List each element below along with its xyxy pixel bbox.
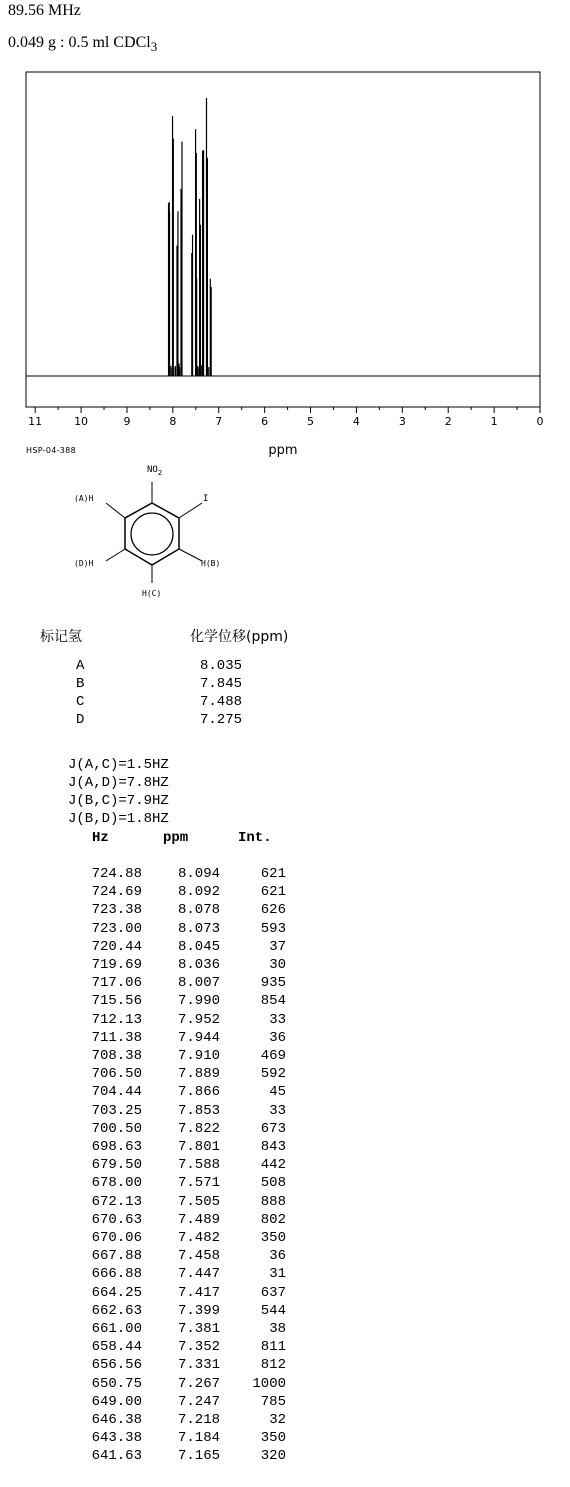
peak-hz: 670.06 (91, 1230, 142, 1246)
peak-int: 442 (260, 1157, 286, 1174)
peak-table-row (0, 1448, 300, 1467)
peak-hz: 723.00 (91, 920, 142, 937)
peak-table-row (0, 1048, 300, 1067)
shift-table-header-shift: 化学位移(ppm) (190, 629, 289, 645)
peak-ppm: 7.505 (177, 1193, 220, 1210)
hydrogen-label-b: H(B) (201, 559, 221, 568)
peak-table-row (0, 993, 300, 1012)
x-tick-label: 11 (28, 415, 43, 428)
peak-table-row (0, 1357, 300, 1376)
peak-hz: 711.38 (91, 1029, 142, 1046)
sample-concentration (8, 34, 157, 52)
hydrogen-label-c: H(C) (142, 589, 162, 598)
peak-int: 673 (260, 1120, 286, 1137)
substituent-no2: $NO_2$ (147, 465, 163, 477)
peak-table-row (0, 1103, 300, 1122)
peak-table-row (0, 866, 300, 885)
peak-ppm: 7.447 (177, 1266, 220, 1283)
peak-int: 32 (269, 1412, 286, 1428)
peak-ppm: 7.417 (177, 1284, 220, 1301)
peak-table-row (0, 1066, 300, 1085)
peak-int: 854 (260, 993, 286, 1010)
peak-hz: 723.38 (91, 902, 142, 919)
peak-int: 350 (260, 1430, 286, 1447)
peak-table-row (0, 1285, 300, 1304)
peak-int: 637 (260, 1284, 286, 1301)
peak-ppm: 7.571 (177, 1175, 220, 1192)
peak-ppm: 8.036 (177, 957, 220, 973)
peak-hz: 661.00 (91, 1321, 142, 1337)
x-tick-label: 2 (444, 415, 452, 428)
x-tick-label: 8 (169, 415, 177, 428)
peak-ppm: 7.247 (177, 1393, 220, 1410)
peak-int: 30 (269, 957, 286, 973)
peak-hz: 704.44 (91, 1084, 142, 1101)
bond-hd (106, 549, 125, 561)
shift-label-b: B (76, 676, 85, 692)
peak-table-row (0, 902, 300, 921)
peak-int: 593 (260, 920, 286, 937)
peak-ppm: 8.078 (177, 902, 220, 919)
peak-hz: 724.69 (91, 884, 142, 901)
peak-hz: 664.25 (91, 1284, 142, 1301)
peak-ppm: 7.952 (177, 1011, 220, 1028)
peak-int: 626 (260, 902, 286, 919)
peak-int: 621 (260, 884, 286, 901)
hydrogen-label-d: (D)H (74, 559, 94, 568)
peak-ppm: 7.822 (177, 1120, 220, 1137)
peak-hz: 717.06 (91, 975, 142, 992)
peak-int: 36 (269, 1029, 286, 1046)
aromatic-circle (131, 513, 173, 555)
peak-table-row (0, 884, 300, 903)
peak-ppm: 7.853 (177, 1102, 220, 1119)
molecule-structure (60, 455, 260, 605)
peak-ppm: 7.866 (177, 1084, 220, 1101)
peak-ppm: 7.184 (177, 1430, 220, 1447)
peak-int: 320 (260, 1448, 286, 1465)
peak-int: 811 (260, 1339, 286, 1356)
peak-hz: 641.63 (91, 1448, 142, 1465)
substituent-iodine: I (203, 494, 209, 504)
peak-ppm: 7.352 (177, 1339, 220, 1356)
peak-ppm: 7.889 (177, 1066, 220, 1083)
peak-int: 935 (260, 975, 286, 992)
peak-ppm: 7.399 (177, 1302, 220, 1319)
peak-hz: 700.50 (91, 1120, 142, 1137)
peak-ppm: 7.482 (177, 1230, 220, 1246)
peak-hz: 643.38 (91, 1430, 142, 1447)
peak-ppm: 7.588 (177, 1157, 220, 1174)
spectrum-code: HSP-04-388 (26, 446, 76, 455)
peak-int: 812 (260, 1357, 286, 1374)
peak-hz: 703.25 (91, 1102, 142, 1119)
sample-subscript: 3 (150, 39, 158, 54)
shift-value-c: 7.488 (200, 694, 243, 710)
peak-hz: 724.88 (91, 866, 142, 882)
peak-table-row (0, 1230, 300, 1249)
peak-ppm: 7.458 (177, 1248, 220, 1265)
x-tick-label: 7 (215, 415, 223, 428)
peak-ppm: 7.267 (177, 1375, 220, 1392)
peak-hz: 698.63 (91, 1139, 142, 1155)
peak-int: 544 (260, 1302, 286, 1319)
nmr-spectrum-chart (0, 60, 570, 460)
spectrum-peaks (169, 98, 212, 376)
peak-int: 888 (260, 1193, 286, 1210)
peak-ppm: 7.218 (177, 1412, 220, 1428)
bond-hb (179, 549, 202, 561)
peak-int: 508 (260, 1175, 286, 1192)
shift-label-d: D (76, 712, 85, 728)
peak-int: 592 (260, 1066, 286, 1083)
peak-ppm: 8.092 (177, 884, 220, 901)
peak-hz: 656.56 (91, 1357, 142, 1374)
peak-int: 45 (269, 1084, 286, 1101)
peak-table-row (0, 1266, 300, 1285)
shift-table-header-label: 标记氢 (40, 629, 82, 645)
shift-label-c: C (76, 694, 85, 710)
peak-hz: 666.88 (91, 1266, 142, 1283)
peak-hz: 658.44 (91, 1339, 142, 1356)
x-tick-label: 5 (307, 415, 315, 428)
peak-hz: 649.00 (91, 1393, 142, 1410)
peak-int: 31 (269, 1266, 286, 1283)
peak-ppm: 8.045 (177, 938, 220, 955)
peak-int: 36 (269, 1248, 286, 1265)
peak-hz: 706.50 (91, 1066, 142, 1083)
peak-int: 38 (269, 1321, 286, 1337)
peak-table-row (0, 957, 300, 976)
x-tick-label: 9 (123, 415, 131, 428)
peak-table-row (0, 1321, 300, 1340)
peak-table-row (0, 1303, 300, 1322)
peak-ppm: 7.165 (177, 1448, 220, 1465)
peak-int: 621 (260, 866, 286, 882)
peak-table-row (0, 1376, 300, 1395)
peak-table-row (0, 921, 300, 940)
peak-ppm: 7.990 (177, 993, 220, 1010)
peak-table-row (0, 939, 300, 958)
benzene-ring (125, 503, 179, 565)
peak-hz: 712.13 (91, 1011, 142, 1028)
peak-ppm: 8.094 (177, 866, 220, 882)
shift-label-a: A (76, 658, 85, 674)
coupling-ad: J(A,D)=7.8HZ (68, 775, 169, 791)
peak-int: 350 (260, 1230, 286, 1246)
x-tick-label: 10 (74, 415, 89, 428)
peak-table-row (0, 1030, 300, 1049)
peak-hz: 679.50 (91, 1157, 142, 1174)
peak-table-row (0, 1394, 300, 1413)
shift-value-a: 8.035 (200, 658, 243, 674)
peak-table-row (0, 1194, 300, 1213)
peak-ppm: 7.944 (177, 1029, 220, 1046)
peak-ppm: 7.331 (177, 1357, 220, 1374)
shift-value-d: 7.275 (200, 712, 243, 728)
peak-header-int: Int. (238, 830, 272, 846)
peak-ppm: 7.489 (177, 1211, 220, 1228)
peak-ppm: 7.910 (177, 1048, 220, 1064)
x-tick-label: 1 (490, 415, 498, 428)
bond-i (179, 503, 202, 518)
peak-table-row (0, 1084, 300, 1103)
peak-int: 785 (260, 1393, 286, 1410)
peak-hz: 646.38 (91, 1412, 142, 1428)
hydrogen-label-a: (A)H (74, 494, 94, 503)
coupling-bd: J(B,D)=1.8HZ (68, 811, 169, 827)
peak-table-row (0, 1212, 300, 1231)
shift-value-b: 7.845 (200, 676, 243, 692)
peak-table-row (0, 1121, 300, 1140)
peak-int: 469 (260, 1048, 286, 1064)
peak-hz: 708.38 (91, 1048, 142, 1064)
spectrometer-frequency: 89.56 MHz (8, 2, 81, 19)
peak-table-row (0, 1430, 300, 1449)
peak-int: 37 (269, 938, 286, 955)
peak-table-row (0, 1139, 300, 1158)
coupling-ac: J(A,C)=1.5HZ (68, 757, 169, 773)
x-tick-label: 0 (536, 415, 544, 428)
peak-table-row (0, 1175, 300, 1194)
peak-ppm: 7.381 (177, 1321, 220, 1337)
peak-ppm: 8.007 (177, 975, 220, 992)
peak-hz: 667.88 (91, 1248, 142, 1265)
peak-int: 802 (260, 1211, 286, 1228)
peak-int: 33 (269, 1102, 286, 1119)
peak-hz: 715.56 (91, 993, 142, 1010)
x-tick-label: 6 (261, 415, 269, 428)
peak-ppm: 7.801 (177, 1139, 220, 1155)
x-axis-ticks (28, 407, 543, 428)
x-tick-label: 4 (352, 415, 360, 428)
peak-header-ppm: ppm (163, 830, 189, 846)
peak-table-row (0, 1012, 300, 1031)
peak-ppm: 8.073 (177, 920, 220, 937)
peak-hz: 672.13 (91, 1193, 142, 1210)
peak-int: 33 (269, 1011, 286, 1028)
peak-int: 1000 (252, 1375, 286, 1392)
peak-hz: 650.75 (91, 1375, 142, 1392)
peak-header-hz: Hz (92, 830, 109, 846)
peak-hz: 662.63 (91, 1302, 142, 1319)
peak-table-row (0, 1339, 300, 1358)
peak-table-row (0, 1248, 300, 1267)
peak-hz: 678.00 (91, 1175, 142, 1192)
peak-hz: 670.63 (91, 1211, 142, 1228)
x-tick-label: 3 (398, 415, 406, 428)
peak-table-row (0, 975, 300, 994)
x-axis-label: ppm (268, 443, 298, 458)
peak-hz: 719.69 (91, 957, 142, 973)
coupling-bc: J(B,C)=7.9HZ (68, 793, 169, 809)
bond-ha (106, 503, 125, 518)
plot-frame (26, 72, 540, 407)
peak-table-row (0, 1157, 300, 1176)
peak-int: 843 (260, 1139, 286, 1155)
sample-text: 0.049 g : 0.5 ml CDCl (8, 34, 151, 51)
peak-hz: 720.44 (91, 938, 142, 955)
peak-table-row (0, 1412, 300, 1431)
